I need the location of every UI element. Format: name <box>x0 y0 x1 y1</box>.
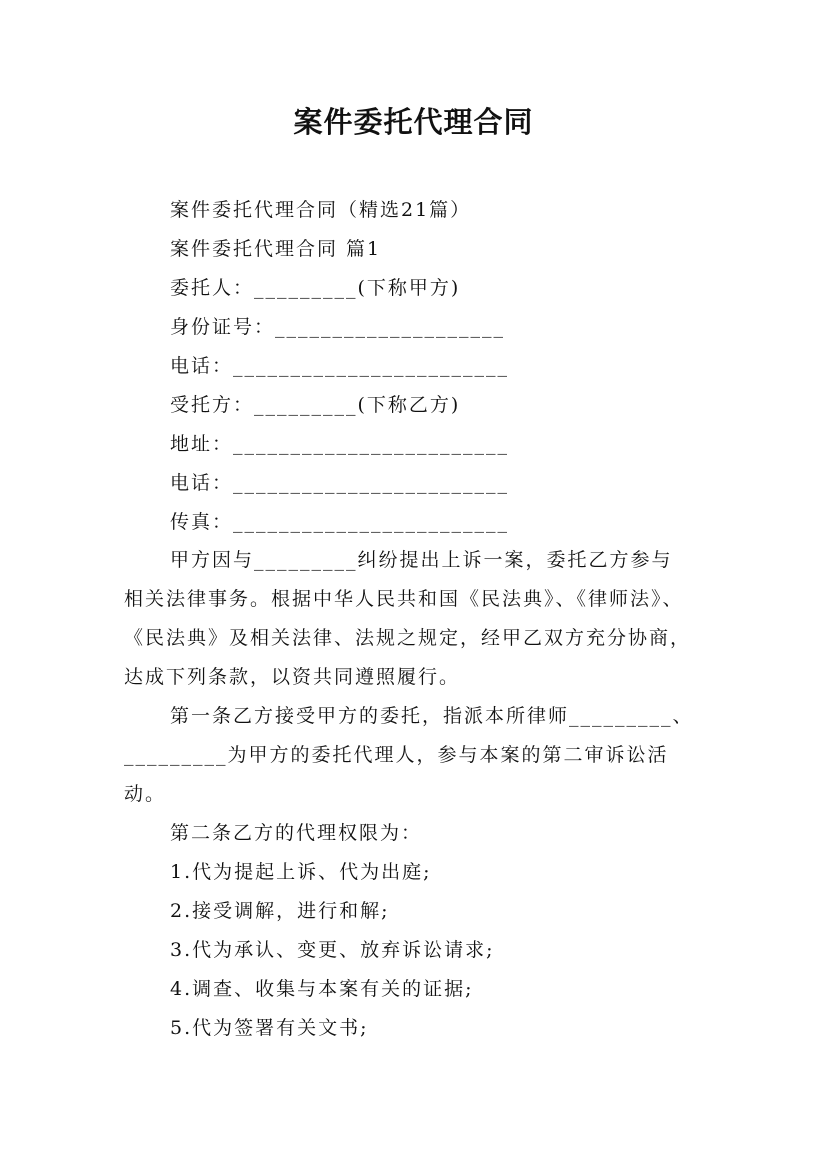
fax-line: 传真：________________________ <box>170 511 510 533</box>
paragraph-line: 相关法律事务。根据中华人民共和国《民法典》、《律师法》、 <box>124 588 684 610</box>
article-1-line: 第一条乙方接受甲方的委托，指派本所律师_________、 <box>170 705 694 727</box>
principal-line: 委托人：_________(下称甲方) <box>170 277 461 299</box>
agent-line: 受托方：_________(下称乙方) <box>170 394 461 416</box>
paragraph-line: 达成下列条款，以资共同遵照履行。 <box>124 666 461 688</box>
paragraph-line: 甲方因与_________纠纷提出上诉一案，委托乙方参与 <box>170 549 673 571</box>
paragraph-line: 《民法典》及相关法律、法规之规定，经甲乙双方充分协商， <box>124 627 692 649</box>
article-1-line: 动。 <box>124 783 167 805</box>
list-item: 2.接受调解，进行和解; <box>170 900 390 922</box>
address-line: 地址：________________________ <box>170 433 510 455</box>
list-item: 3.代为承认、变更、放弃诉讼请求; <box>170 939 495 961</box>
list-item: 5.代为签署有关文书; <box>170 1017 369 1039</box>
id-number-line: 身份证号：____________________ <box>170 316 506 338</box>
doc-heading-part1: 案件委托代理合同 篇1 <box>170 238 382 260</box>
article-1-line: _________为甲方的委托代理人，参与本案的第二审诉讼活 <box>124 744 669 766</box>
principal-phone-line: 电话：________________________ <box>170 355 510 377</box>
list-item: 4.调查、收集与本案有关的证据; <box>170 978 474 1000</box>
document-title: 案件委托代理合同 <box>293 105 534 139</box>
article-2-heading: 第二条乙方的代理权限为： <box>170 822 423 844</box>
list-item: 1.代为提起上诉、代为出庭; <box>170 861 432 883</box>
agent-phone-line: 电话：________________________ <box>170 472 510 494</box>
doc-heading-collection: 案件委托代理合同（精选21篇） <box>170 199 472 221</box>
